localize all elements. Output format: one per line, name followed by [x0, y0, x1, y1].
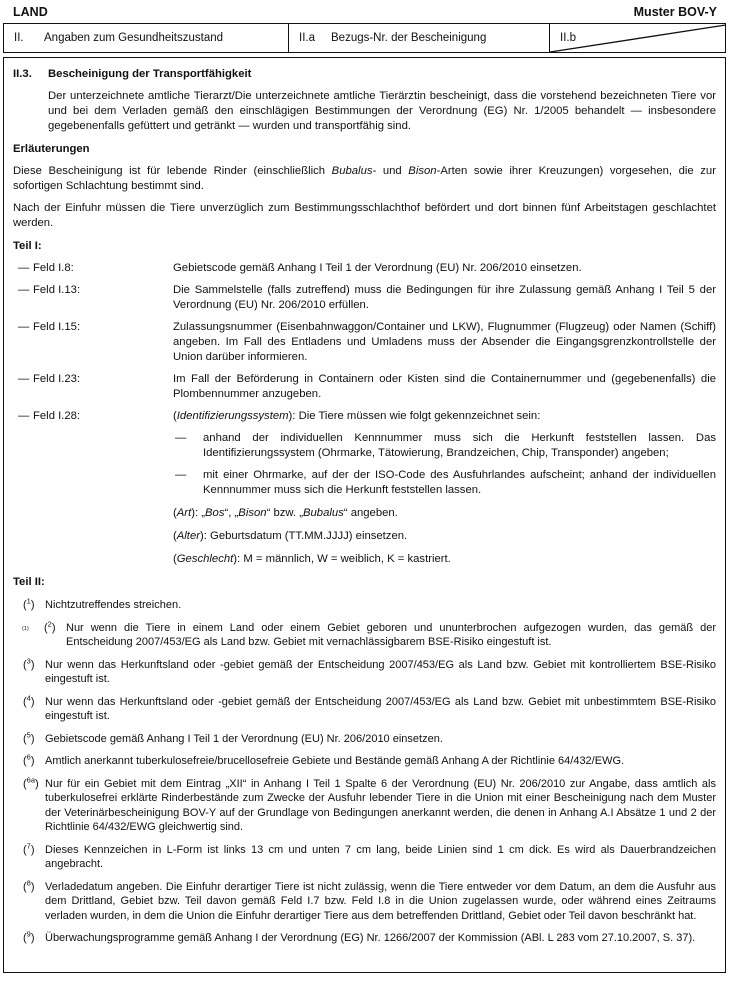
- section-title: Bescheinigung der Transportfähigkeit: [48, 68, 252, 80]
- certificate-header-table: [3, 23, 726, 53]
- field-i28-geschlecht-line: (Geschlecht): M = männlich, W = weiblich, K = kastriert.: [173, 553, 451, 565]
- explanations-paragraph-2: Nach der Einfuhr müssen die Tiere unverzüglich zum Bestimmungsschlachthof befördert und dort binnen fünf Arbeitstagen geschlachtet werden.: [13, 202, 716, 229]
- cell-iib: [549, 24, 725, 52]
- footnote-marker: ($^7$): [23, 840, 35, 856]
- dash-bullet: —: [175, 432, 187, 444]
- diagonal-strikethrough-line: [550, 24, 725, 52]
- bullet-text: anhand der individuellen Kennnummer muss sich die Herkunft feststellen lassen. Das Identifizierungssystem (Ohrmarke, Tätowierung, Brandzeichen, Chip, Transponder) angeben;: [203, 432, 716, 459]
- footnote-text: Überwachungsprogramme gemäß Anhang I der Verordnung (EG) Nr. 1266/2007 der Kommission (ABl. L 283 vom 27.10.2007, S. 37).: [45, 932, 696, 944]
- field-description: Gebietscode gemäß Anhang I Teil 1 der Verordnung (EU) Nr. 206/2010 einsetzen.: [173, 262, 582, 274]
- footnote-4: [13, 692, 716, 724]
- field-row-i15: [18, 320, 716, 365]
- footnote-marker: ($^9$): [23, 929, 35, 944]
- field-row-i13: [18, 283, 716, 313]
- explanations-paragraph-1: Diese Bescheinigung ist für lebende Rinder (einschließlich Bubalus- und Bison-Arten sowie ihrer Kreuzungen) vorgesehen, die zur sofortigen Schlachtung bestimmt sind.: [13, 165, 716, 192]
- country-label: LAND: [13, 5, 48, 19]
- field-i28-alter-line: (Alter): Geburtsdatum (TT.MM.JJJJ) einsetzen.: [173, 530, 408, 542]
- dash-bullet: —: [175, 469, 187, 481]
- footnote-6a: [13, 774, 716, 835]
- footnote-text: Dieses Kennzeichen in L-Form ist links 13 cm und unten 7 cm lang, beide Linien sind 1 cm dick. Es wird als Dauerbrandzeichen angebracht.: [45, 843, 716, 870]
- cell-iia-number: II.a: [299, 32, 315, 44]
- footnote-text: Nur wenn das Herkunftsland oder -gebiet gemäß der Entscheidung 2007/453/EG als Land bzw. Gebiet mit kontrolliertem BSE-Risiko eingestuft ist.: [45, 658, 716, 685]
- field-label: Feld I.15:: [33, 321, 81, 333]
- footnote-marker: ($^2$): [44, 618, 56, 634]
- footnote-text: Amtlich anerkannt tuberkulosefreie/brucellosefreie Gebiete und Bestände gemäß Anhang A der Richtlinie 64/432/EWG.: [45, 755, 625, 767]
- cell-health-information: [4, 24, 288, 52]
- field-i28-bullet-1: [175, 431, 716, 461]
- footnote-margin-mark: (1): [22, 625, 29, 632]
- section-ii3-heading: [13, 67, 716, 82]
- dash-bullet: —: [18, 410, 30, 422]
- footnote-9: [13, 931, 716, 946]
- footnote-text: Nur für ein Gebiet mit dem Eintrag „XII“ in Anhang I Teil 1 Spalte 6 der Verordnung (EU) Nr. 206/2010 zur Angabe, dass amtlich als tuberkulosefrei erklärte Rinderbestände zum Zwecke der Ausfuhr lebender Tiere in die Union mit einer Bescheinigung nach dem Muster der Veterinärbescheinigung BOV-Y auf der Grundlage von Bedingungen anerkannt werden, die denen in Anhang A.I Absätze 1 und 2 der Richtlinie 64/432/EWG gleichwertig sind.: [45, 777, 716, 833]
- footnote-marker: ($^{6a}$): [23, 774, 39, 790]
- footnote-marker: ($^4$): [23, 692, 35, 708]
- footnote-3: [13, 655, 716, 687]
- explanations-title: Erläuterungen: [13, 143, 90, 155]
- part1-title: Teil I:: [13, 240, 42, 252]
- field-i28-art-line: (Art): „Bos“, „Bison“ bzw. „Bubalus“ angeben.: [173, 507, 398, 519]
- cell-ii-label: Angaben zum Gesundheitszustand: [44, 32, 224, 44]
- cell-ii-number: II.: [14, 32, 24, 44]
- footnote-marker: ($^8$): [23, 877, 35, 893]
- field-label: Feld I.28:: [33, 410, 81, 422]
- footnote-text: Gebietscode gemäß Anhang I Teil 1 der Verordnung (EU) Nr. 206/2010 einsetzen.: [45, 732, 443, 745]
- footnote-2: [13, 618, 716, 650]
- field-row-i28: [18, 409, 716, 424]
- cell-iib-number: II.b: [560, 32, 576, 44]
- field-description: Im Fall der Beförderung in Containern oder Kisten sind die Containernummer und (gegebenenfalls) die Plombennummer anzugeben.: [173, 373, 716, 400]
- footnote-6: [13, 754, 716, 769]
- section-number: II.3.: [13, 68, 32, 80]
- footnote-8: [13, 877, 716, 924]
- footnote-text: Nur wenn das Herkunftsland oder -gebiet gemäß der Entscheidung 2007/453/EG als Land bzw. Gebiet mit unbestimmtem BSE-Risiko eingestuft ist.: [45, 695, 716, 722]
- footnote-text: Nur wenn die Tiere in einem Land oder einem Gebiet geboren und ununterbrochen aufgezogen wurden, das gemäß der Entscheidung 2007/453/EG als Land bzw. Gebiet mit vernachlässigbarem BSE-Risiko eingestuft ist.: [66, 621, 716, 648]
- footnote-marker: ($^5$): [23, 729, 35, 745]
- dash-bullet: —: [18, 284, 30, 296]
- field-description: Die Sammelstelle (falls zutreffend) muss die Bedingungen für ihre Zulassung gemäß Anhang I Teil 5 der Verordnung (EU) Nr. 206/2010 erfüllen.: [173, 284, 716, 311]
- dash-bullet: —: [18, 262, 30, 274]
- footnote-5: [13, 729, 716, 747]
- dash-bullet: —: [18, 321, 30, 333]
- section-ii3-paragraph: Der unterzeichnete amtliche Tierarzt/Die unterzeichnete amtliche Tierärztin bescheinigt, dass die vorstehend bezeichneten Tiere vor und bei dem Verladen gemäß den einschlägigen Bestimmungen der Verordnung (EG) Nr. 1/2005 behandelt — insbesondere gegebenenfalls gefüttert und getränkt — wurden und transportfähig sind.: [48, 90, 716, 132]
- footnote-text: Verladedatum angeben. Die Einfuhr derartiger Tiere ist nicht zulässig, wenn die Tiere entweder vor dem Datum, an dem die Ausfuhr aus dem Drittland, Gebiet bzw. Teil davon gemäß Feld I.7 bzw. Feld I.8 in die Union zugelassen wurde, oder während eines Zeitraums verladen wurden, in dem die Union die Einfuhr derartiger Tiere aus dem betreffenden Drittland, Gebiet oder Teil davon beschränkt hat.: [45, 880, 716, 922]
- field-i28-bullet-2: [175, 468, 716, 498]
- footnote-marker: ($^1$): [23, 596, 35, 611]
- field-row-i8: [18, 261, 716, 276]
- footnote-7: [13, 840, 716, 872]
- page-header: [0, 0, 729, 19]
- footnote-marker: ($^6$): [23, 752, 35, 767]
- footnote-marker: ($^3$): [23, 655, 35, 671]
- field-label: Feld I.13:: [33, 284, 81, 296]
- part2-title: Teil II:: [13, 576, 45, 588]
- cell-iia-label: Bezugs-Nr. der Bescheinigung: [331, 32, 487, 44]
- field-label: Feld I.23:: [33, 373, 81, 385]
- footnote-text: Nichtzutreffendes streichen.: [45, 599, 182, 611]
- field-label: Feld I.8:: [33, 262, 74, 274]
- field-description: (Identifizierungssystem): Die Tiere müssen wie folgt gekennzeichnet sein:: [173, 410, 541, 422]
- field-row-i23: [18, 372, 716, 402]
- field-description: Zulassungsnummer (Eisenbahnwaggon/Container und LKW), Flugnummer (Flugzeug) oder Namen (Schiff) angeben. Im Fall des Entladens und Umladens muss der Absender die Eingangsgrenzkontrollstelle der Union darüber informieren.: [173, 321, 716, 363]
- footnote-1: [13, 598, 716, 613]
- certificate-body: [3, 57, 726, 973]
- cell-reference-number: [288, 24, 549, 52]
- dash-bullet: —: [18, 373, 30, 385]
- model-label: Muster BOV-Y: [633, 5, 717, 19]
- bullet-text: mit einer Ohrmarke, auf der der ISO-Code des Ausfuhrlandes aufscheint; anhand der individuellen Kennnummer muss sich die Herkunft feststellen lassen.: [203, 469, 716, 496]
